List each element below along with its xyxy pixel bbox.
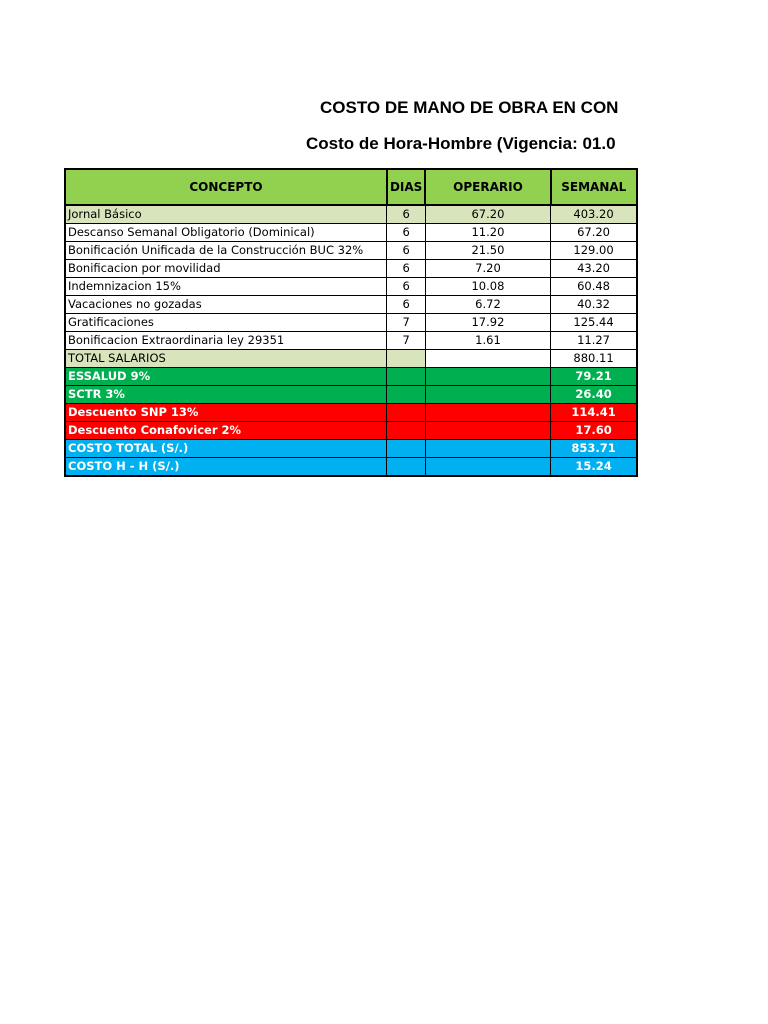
cell-dias: 7 bbox=[387, 332, 425, 350]
cell-operario bbox=[425, 368, 550, 386]
cell-operario: 17.92 bbox=[425, 314, 550, 332]
cell-operario: 21.50 bbox=[425, 242, 550, 260]
cell-dias: 6 bbox=[387, 242, 425, 260]
cell-semanal: 40.32 bbox=[551, 296, 637, 314]
cell-concepto: ESSALUD 9% bbox=[65, 368, 387, 386]
cell-concepto: SCTR 3% bbox=[65, 386, 387, 404]
cell-dias bbox=[387, 440, 425, 458]
cell-semanal: 129.00 bbox=[551, 242, 637, 260]
cell-dias bbox=[387, 404, 425, 422]
cell-semanal: 67.20 bbox=[551, 224, 637, 242]
table-row bbox=[65, 278, 637, 296]
cell-concepto: Bonificacion Extraordinaria ley 29351 bbox=[65, 332, 387, 350]
cell-operario bbox=[425, 422, 550, 440]
cell-operario: 1.61 bbox=[425, 332, 550, 350]
cell-semanal: 26.40 bbox=[551, 386, 637, 404]
cell-dias: 6 bbox=[387, 205, 425, 224]
cell-semanal: 114.41 bbox=[551, 404, 637, 422]
table-row bbox=[65, 458, 637, 477]
cell-semanal: 17.60 bbox=[551, 422, 637, 440]
cell-semanal: 15.24 bbox=[551, 458, 637, 477]
table-row bbox=[65, 404, 637, 422]
cell-dias bbox=[387, 458, 425, 477]
cell-dias: 6 bbox=[387, 260, 425, 278]
table-row bbox=[65, 350, 637, 368]
cell-operario bbox=[425, 350, 550, 368]
cell-concepto: Descuento Conafovicer 2% bbox=[65, 422, 387, 440]
cell-operario: 11.20 bbox=[425, 224, 550, 242]
table-row bbox=[65, 422, 637, 440]
cell-concepto: Jornal Básico bbox=[65, 205, 387, 224]
cell-concepto: COSTO TOTAL (S/.) bbox=[65, 440, 387, 458]
cell-semanal: 11.27 bbox=[551, 332, 637, 350]
cell-operario bbox=[425, 458, 550, 477]
cell-dias bbox=[387, 386, 425, 404]
cell-dias: 6 bbox=[387, 224, 425, 242]
cell-dias: 6 bbox=[387, 296, 425, 314]
table-body bbox=[65, 205, 637, 476]
cell-semanal: 60.48 bbox=[551, 278, 637, 296]
table-row bbox=[65, 224, 637, 242]
cell-semanal: 880.11 bbox=[551, 350, 637, 368]
cost-table bbox=[64, 168, 638, 477]
cell-semanal: 403.20 bbox=[551, 205, 637, 224]
table-row bbox=[65, 332, 637, 350]
cell-concepto: Indemnizacion 15% bbox=[65, 278, 387, 296]
table-row bbox=[65, 440, 637, 458]
cell-concepto: TOTAL SALARIOS bbox=[65, 350, 387, 368]
table-row bbox=[65, 260, 637, 278]
cell-concepto: COSTO H - H (S/.) bbox=[65, 458, 387, 477]
table-header-row bbox=[65, 169, 637, 205]
cell-dias: 7 bbox=[387, 314, 425, 332]
page-subtitle: Costo de Hora-Hombre (Vigencia: 01.0 bbox=[306, 134, 616, 153]
table-row bbox=[65, 296, 637, 314]
cell-semanal: 125.44 bbox=[551, 314, 637, 332]
cell-concepto: Gratificaciones bbox=[65, 314, 387, 332]
cell-concepto: Vacaciones no gozadas bbox=[65, 296, 387, 314]
header-operario: OPERARIO bbox=[425, 169, 550, 205]
header-dias: DIAS bbox=[387, 169, 425, 205]
cell-semanal: 79.21 bbox=[551, 368, 637, 386]
cell-operario: 67.20 bbox=[425, 205, 550, 224]
cell-concepto: Descanso Semanal Obligatorio (Dominical) bbox=[65, 224, 387, 242]
cell-dias: 6 bbox=[387, 278, 425, 296]
table-row bbox=[65, 205, 637, 224]
cell-operario bbox=[425, 404, 550, 422]
table-row bbox=[65, 386, 637, 404]
cell-concepto: Bonificacion por movilidad bbox=[65, 260, 387, 278]
table-row bbox=[65, 368, 637, 386]
header-concepto: CONCEPTO bbox=[65, 169, 387, 205]
header-semanal: SEMANAL bbox=[551, 169, 637, 205]
page-title: COSTO DE MANO DE OBRA EN CON bbox=[320, 98, 619, 117]
cell-operario: 10.08 bbox=[425, 278, 550, 296]
cell-dias bbox=[387, 422, 425, 440]
table-row bbox=[65, 314, 637, 332]
cell-semanal: 43.20 bbox=[551, 260, 637, 278]
cell-concepto: Bonificación Unificada de la Construcción BUC 32% bbox=[65, 242, 387, 260]
cell-operario bbox=[425, 440, 550, 458]
table-row bbox=[65, 242, 637, 260]
cell-dias bbox=[387, 350, 425, 368]
cell-concepto: Descuento SNP 13% bbox=[65, 404, 387, 422]
cell-operario: 6.72 bbox=[425, 296, 550, 314]
cell-operario bbox=[425, 386, 550, 404]
cell-semanal: 853.71 bbox=[551, 440, 637, 458]
cell-dias bbox=[387, 368, 425, 386]
cell-operario: 7.20 bbox=[425, 260, 550, 278]
